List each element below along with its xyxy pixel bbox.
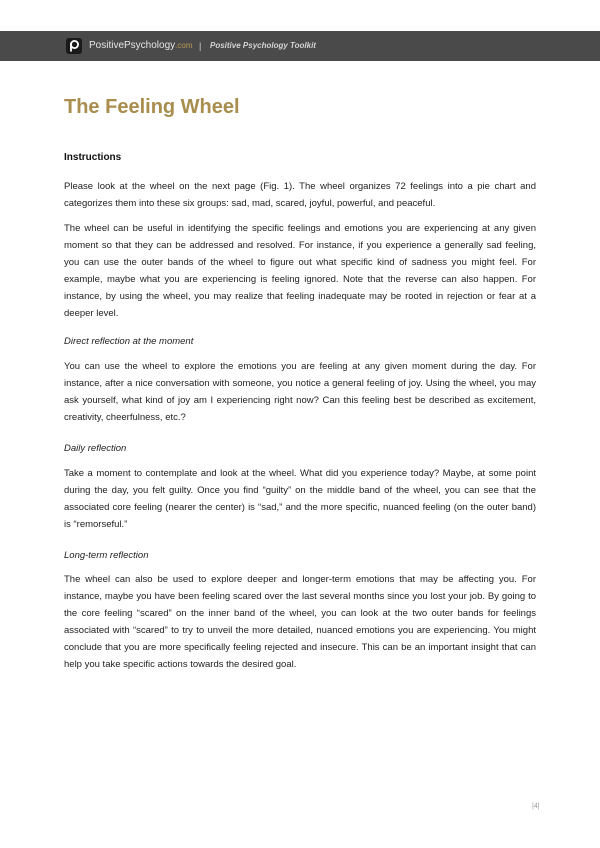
- instructions-heading: Instructions: [64, 152, 122, 163]
- page-number: |4|: [532, 803, 540, 810]
- brand-name-text: PositivePsychology: [89, 40, 176, 51]
- daily-reflection-paragraph: Take a moment to contemplate and look at the wheel. What did you experience today? Maybe, at some point during the day, you felt guilty. Once you find “guilty” on the middle band of the wheel, you can see that the associated core feeling (nearer the center) is “sad,” and the more specific, nuanced feeling (on the outer band) is “remorseful.”: [64, 468, 536, 530]
- brand-name: [89, 39, 193, 53]
- page-title: The Feeling Wheel: [64, 96, 240, 118]
- header-separator: |: [199, 41, 202, 51]
- daily-reflection-heading: Daily reflection: [64, 443, 127, 454]
- direct-reflection-paragraph: You can use the wheel to explore the emotions you are feeling at any given moment during the day. For instance, after a nice conversation with someone, you notice a general feeling of joy. Using the wheel, you may ask yourself, what kind of joy am I experiencing right now? Can this feeling best be described as excitement, creativity, cheerfulness, etc.?: [64, 361, 536, 423]
- direct-reflection-heading: Direct reflection at the moment: [64, 336, 194, 347]
- p-logo-icon: [66, 38, 82, 54]
- brand-tld: .com: [175, 41, 193, 50]
- instructions-paragraph-2: The wheel can be useful in identifying the specific feelings and emotions you are experiencing at any given moment so that they can be addressed and resolved. For instance, if you experience a generally sad feeling, you can use the outer bands of the wheel to figure out what specific kind of sadness you might feel. For example, maybe what you are experiencing is feeling ignored. Note that the reverse can also happen. For instance, by using the wheel, you may realize that feeling inadequate may be rooted in rejection or fear at a deeper level.: [64, 223, 536, 319]
- long-term-reflection-paragraph: The wheel can also be used to explore deeper and longer-term emotions that may be affecting you. For instance, maybe you have been feeling scared over the last several months since you lost your job. By going to the core feeling “scared” on the inner band of the wheel, you can look at the two outer bands for feelings associated with “scared” to try to unveil the more detailed, nuanced emotions you are experiencing. You might conclude that you are more specifically feeling rejected and insecure. This can be an important insight that can help you take specific actions towards the desired goal.: [64, 574, 536, 670]
- toolkit-subtitle: Positive Psychology Toolkit: [210, 41, 316, 50]
- instructions-paragraph-1: Please look at the wheel on the next page (Fig. 1). The wheel organizes 72 feelings into a pie chart and categorizes them into these six groups: sad, mad, scared, joyful, powerful, and peaceful.: [64, 181, 536, 209]
- header-bar: [0, 31, 600, 61]
- long-term-reflection-heading: Long-term reflection: [64, 550, 149, 561]
